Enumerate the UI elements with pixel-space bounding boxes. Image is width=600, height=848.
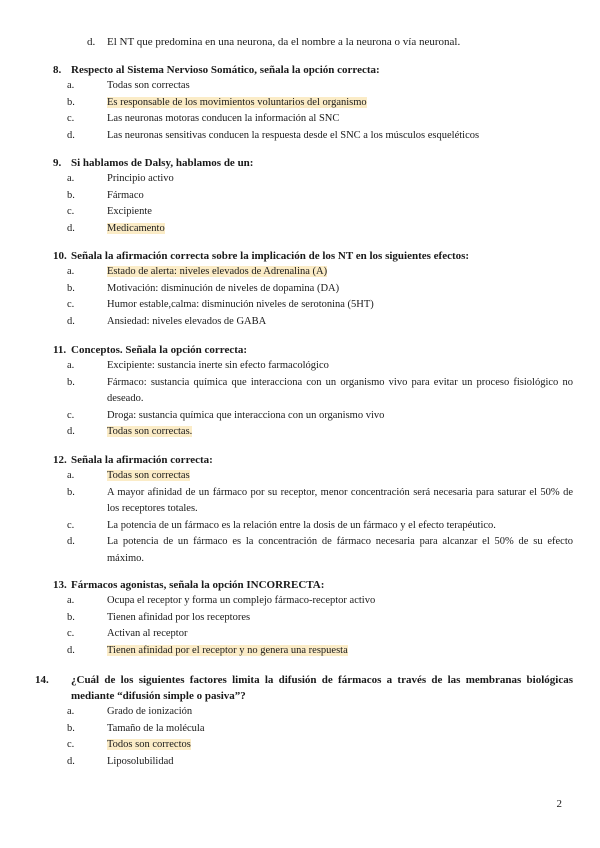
option-letter: d. — [87, 36, 96, 48]
question-text: Respecto al Sistema Nervioso Somático, señala la opción correcta: — [71, 64, 380, 76]
option-d: d. Ansiedad: niveles elevados de GABA — [67, 315, 267, 327]
option-a: a. Excipiente: sustancia inerte sin efecto farmacológico — [67, 360, 329, 371]
question-number: 14. — [35, 674, 49, 686]
option-c: c. Humor estable,calma: disminución niveles de serotonina (5HT) — [67, 299, 374, 310]
question-number: 9. — [53, 157, 62, 169]
question-title — [53, 577, 573, 593]
answer-highlight: Estado de alerta: niveles elevados de Adrenalina (A) — [107, 266, 328, 277]
option-text: El NT que predomina en una neurona, da el nombre a la neurona o vía neuronal. — [107, 36, 461, 48]
question-text: Si hablamos de Dalsy, hablamos de un: — [71, 157, 254, 169]
option-d: d. La potencia de un fármaco es la concentración de fármaco necesaria para alcanzar el 50% de su efecto máximo. — [67, 536, 573, 564]
option-a-correct: a. Todas son correctas — [67, 470, 190, 481]
option-a: a. Todas son correctas — [67, 80, 190, 91]
page-number: 2 — [556, 798, 562, 810]
continued-option — [87, 36, 460, 48]
question-title — [53, 248, 573, 264]
option-b: b. Tamaño de la molécula — [67, 722, 205, 734]
question-text: Fármacos agonistas, señala la opción INCORRECTA: — [71, 579, 325, 591]
option-d: d. Las neuronas sensitivas conducen la respuesta desde el SNC a los músculos esqueléticos — [67, 129, 480, 141]
option-a: a. Principio activo — [67, 173, 174, 184]
answer-highlight: Es responsable de los movimientos voluntarios del organismo — [107, 96, 367, 108]
answer-highlight: Tienen afinidad por el receptor y no genera una respuesta — [107, 644, 348, 656]
option-d-correct: d. Medicamento — [67, 222, 165, 234]
option-c: c. Excipiente — [67, 206, 152, 217]
question-number: 10. — [53, 250, 67, 262]
question-number: 12. — [53, 454, 67, 466]
option-a-correct: a. Estado de alerta: niveles elevados de Adrenalina (A) — [67, 266, 328, 277]
question-12 — [53, 452, 573, 567]
question-title — [53, 155, 573, 171]
question-title — [53, 452, 573, 468]
option-b: b. Fármaco — [67, 189, 144, 201]
answer-highlight: Todas son correctas. — [107, 426, 193, 437]
answer-highlight: Todos son correctos — [107, 739, 191, 750]
question-10 — [53, 248, 573, 330]
question-title — [53, 342, 573, 358]
question-text: Señala la afirmación correcta sobre la implicación de los NT en los siguientes efectos: — [71, 250, 470, 262]
question-11 — [53, 342, 573, 441]
question-14 — [35, 672, 573, 770]
option-b: b. Tienen afinidad por los receptores — [67, 611, 251, 623]
question-title — [53, 62, 573, 78]
question-9 — [53, 155, 573, 237]
option-d: d. Liposolubilidad — [67, 755, 174, 767]
question-number: 8. — [53, 64, 62, 76]
question-number: 13. — [53, 579, 67, 591]
option-c: c. Droga: sustancia química que interacciona con un organismo vivo — [67, 409, 385, 421]
option-d-correct: d. Tienen afinidad por el receptor y no genera una respuesta — [67, 644, 348, 656]
option-b: b. Fármaco: sustancia química que interacciona con un organismo vivo para evitar un proceso fisiológico no deseado. — [67, 376, 573, 404]
option-b: b. Motivación: disminución de niveles de dopamina (DA) — [67, 282, 340, 294]
question-13 — [53, 577, 573, 659]
option-b-correct: b. Es responsable de los movimientos voluntarios del organismo — [67, 96, 367, 108]
option-b: b. A mayor afinidad de un fármaco por su receptor, menor concentración será necesaria para saturar el 50% de los receptores totales. — [67, 486, 573, 514]
question-8 — [53, 62, 573, 144]
question-text: Señala la afirmación correcta: — [71, 454, 213, 466]
question-title — [35, 672, 573, 704]
option-c: c. Las neuronas motoras conducen la información al SNC — [67, 113, 340, 124]
option-a: a. Grado de ionización — [67, 706, 193, 717]
option-d-correct: d. Todas son correctas. — [67, 426, 193, 437]
question-text: Conceptos. Señala la opción correcta: — [71, 344, 248, 356]
answer-highlight: Todas son correctas — [107, 470, 190, 481]
option-c-correct: c. Todos son correctos — [67, 739, 191, 750]
option-c: c. La potencia de un fármaco es la relación entre la dosis de un fármaco y el efecto terapéutico. — [67, 519, 496, 531]
question-number: 11. — [53, 344, 67, 356]
answer-highlight: Medicamento — [107, 222, 165, 234]
option-a: a. Ocupa el receptor y forma un complejo fármaco-receptor activo — [67, 595, 376, 606]
option-c: c. Activan al receptor — [67, 628, 188, 639]
question-text: ¿Cuál de los siguientes factores limita la difusión de fármacos a través de las membranas biológicas mediante “difusión simple o pasiva”? — [71, 674, 573, 702]
